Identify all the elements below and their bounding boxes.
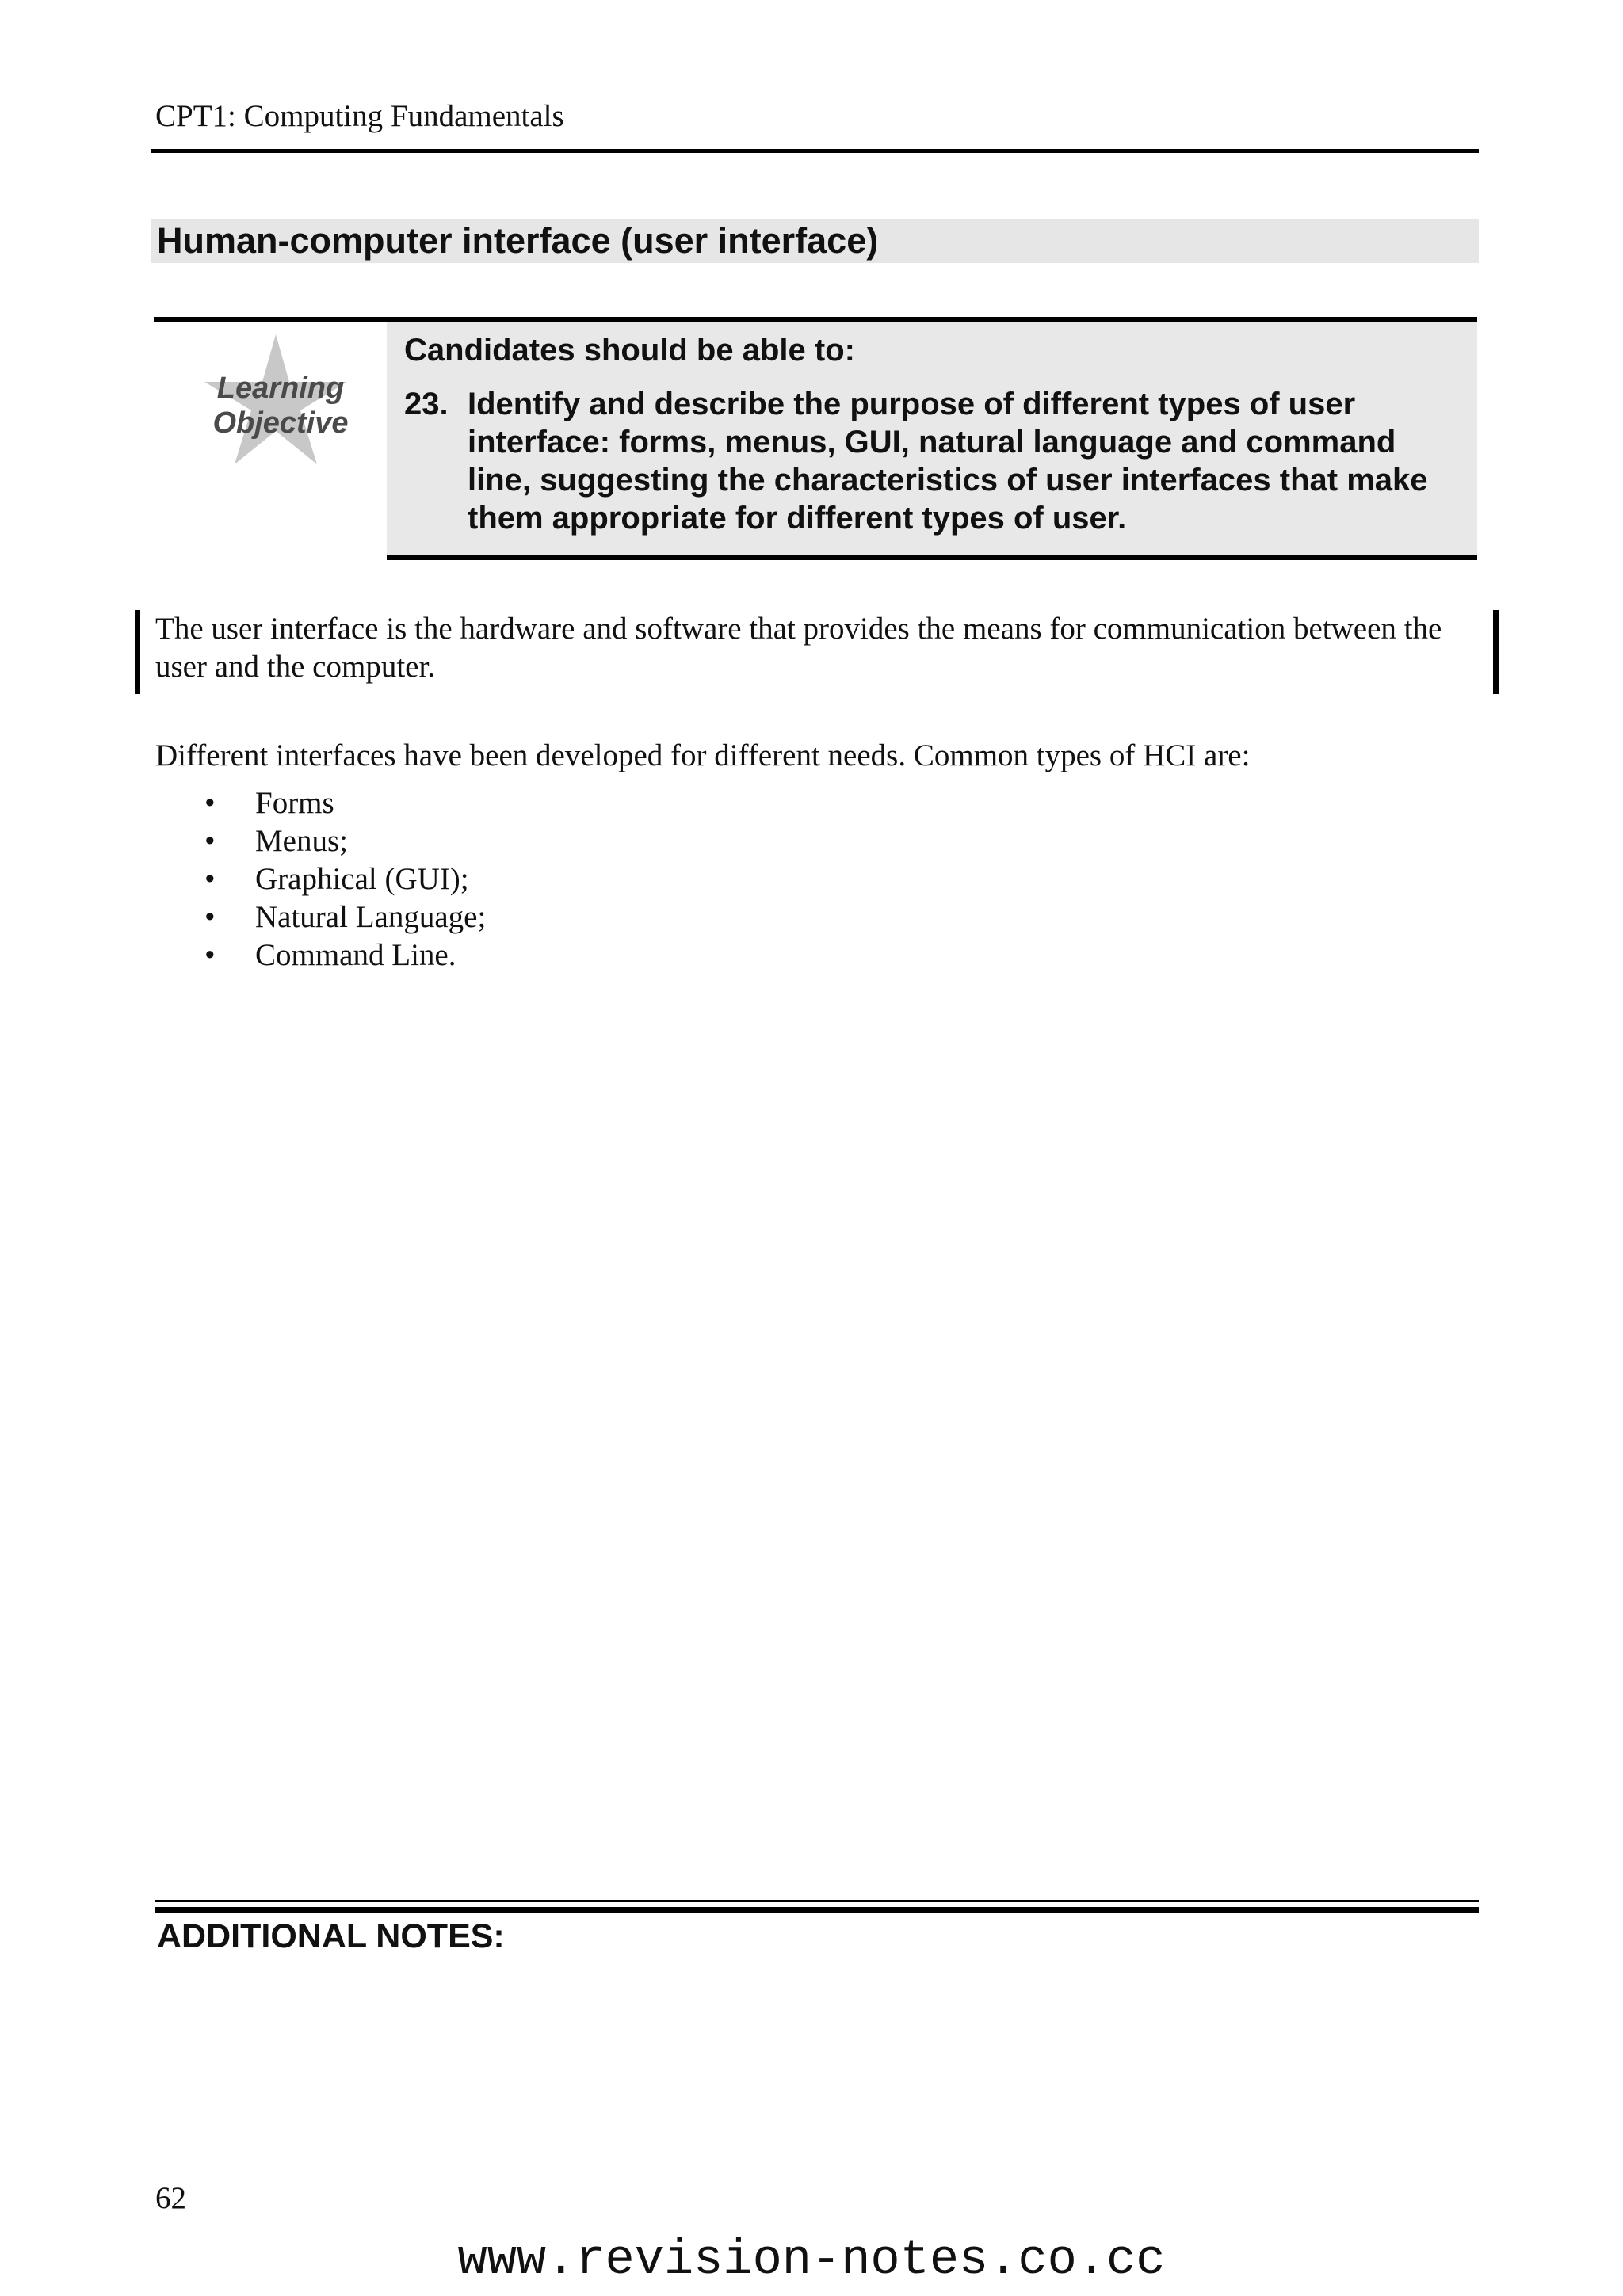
- badge-line-1: Learning: [216, 372, 345, 405]
- definition-paragraph: The user interface is the hardware and software that provides the means for communication between the user and the computer.: [155, 612, 1442, 684]
- additional-notes-heading: ADDITIONAL NOTES:: [157, 1917, 505, 1955]
- list-item: [155, 936, 486, 974]
- badge-text: [201, 371, 360, 441]
- list-item: [155, 822, 486, 860]
- page-number: 62: [155, 2181, 186, 2215]
- badge-line-2: Objective: [212, 406, 349, 440]
- footer-url: www.revision-notes.co.cc: [457, 2232, 1166, 2288]
- objective-bottom-rule: [387, 555, 1477, 560]
- list-item-text: Graphical (GUI);: [255, 862, 469, 896]
- section-title-bar: [151, 219, 1479, 263]
- bullet-icon: •: [204, 900, 216, 934]
- bullet-icon: •: [204, 824, 216, 858]
- notes-rule-thick: [155, 1907, 1479, 1913]
- objective-text: Identify and describe the purpose of different types of user interface: forms, menus, GUI, natural language and command line, suggesting the characteristics of user interfaces that make them appropriate for different types of user.: [468, 387, 1428, 536]
- change-bar-left: [135, 610, 140, 694]
- notes-rule-thin: [155, 1900, 1479, 1902]
- bullet-icon: •: [204, 786, 216, 820]
- objective-number: 23.: [404, 387, 449, 421]
- bullet-icon: •: [204, 938, 216, 972]
- section-title: Human-computer interface (user interface): [157, 220, 879, 261]
- hci-types-list: [155, 784, 486, 974]
- intro-paragraph: Different interfaces have been developed for different needs. Common types of HCI are:: [155, 738, 1251, 772]
- bullet-icon: •: [204, 862, 216, 896]
- list-item-text: Menus;: [255, 824, 348, 858]
- list-item: [155, 898, 486, 936]
- running-header: CPT1: Computing Fundamentals: [155, 99, 564, 133]
- header-rule: [151, 149, 1479, 153]
- objective-intro: Candidates should be able to:: [404, 333, 855, 368]
- list-item-text: Command Line.: [255, 938, 456, 972]
- change-bar-right: [1493, 610, 1499, 694]
- objective-top-rule: [154, 317, 1477, 322]
- list-item: [155, 860, 486, 898]
- list-item-text: Forms: [255, 786, 334, 820]
- learning-objective-badge: [197, 333, 363, 467]
- list-item-text: Natural Language;: [255, 900, 487, 934]
- list-item: [155, 784, 486, 822]
